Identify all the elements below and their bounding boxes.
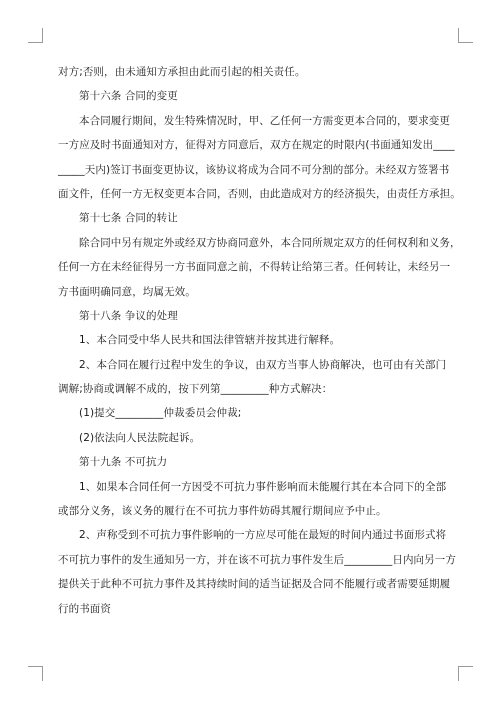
text-line: 面文件，任何一方无权变更本合同，否则，由此造成对方的经济损失，由责任方承担。 [58, 187, 461, 200]
text-line: (2)依法向人民法院起诉。 [79, 431, 201, 444]
text-line: 或部分义务，该义务的履行在不可抗力事件妨碍其履行期间应予中止。 [58, 505, 387, 518]
text-line: (1)提交_________仲裁委员会仲裁; [79, 407, 242, 420]
text-line: 第十七条 合同的转让 [79, 212, 178, 225]
document-body [58, 60, 461, 621]
text-line: 第十六条 合同的变更 [79, 90, 178, 103]
text-line: 第十九条 不可抗力 [79, 456, 168, 469]
crop-mark-top-left [28, 28, 43, 43]
text-line: 行的书面资 [58, 602, 111, 615]
text-line: 第十八条 争议的处理 [79, 309, 178, 322]
crop-mark-top-right [458, 28, 473, 43]
text-line: 本合同履行期间，发生特殊情况时，甲、乙任何一方需变更本合同的，要求变更 [79, 114, 450, 127]
crop-mark-bottom-left [28, 666, 43, 681]
text-line: 任何一方在未经征得另一方书面同意之前，不得转让给第三者。任何转让，未经另一 [58, 261, 451, 274]
crop-mark-bottom-right [458, 666, 473, 681]
text-line: 方书面明确同意，均属无效。 [58, 285, 196, 298]
text-line: 对方;否则，由未通知方承担由此而引起的相关责任。 [58, 66, 306, 78]
text-line: 提供关于此种不可抗力事件及其持续时间的适当证据及合同不能履行或者需要延期履 [58, 578, 451, 591]
text-line: _____天内)签订书面变更协议，该协议将成为合同不可分割的部分。未经双方签署书 [58, 163, 450, 176]
text-line: 一方应及时书面通知对方，征得对方同意后，双方在规定的时限内(书面通知发出____ [58, 139, 455, 152]
text-line: 1、如果本合同任何一方因受不可抗力事件影响而未能履行其在本合同下的全部 [79, 480, 447, 493]
text-line: 除合同中另有规定外或经双方协商同意外，本合同所规定双方的任何权利和义务， [79, 236, 461, 249]
text-line: 调解;协商或调解不成的，按下列第_________种方式解决： [58, 383, 333, 396]
text-line: 1、本合同受中华人民共和国法律管辖并按其进行解释。 [79, 334, 341, 347]
text-line: 不可抗力事件的发生通知另一方，并在该不可抗力事件发生后_________日内向另一方 [58, 553, 456, 566]
text-line: 2、本合同在履行过程中发生的争议，由双方当事人协商解决，也可由有关部门 [79, 358, 447, 371]
text-line: 2、声称受到不可抗力事件影响的一方应尽可能在最短的时间内通过书面形式将 [79, 529, 447, 542]
